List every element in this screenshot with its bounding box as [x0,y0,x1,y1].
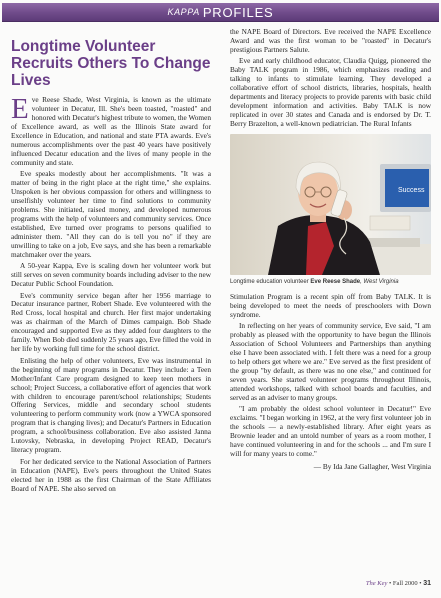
article-paragraph: the NAPE Board of Directors. Eve received the NAPE Excellence Award and was the first woman to be "roasted" in Decatur's prestigious Partners Salute. [230,27,431,54]
article-paragraph [11,93,211,168]
article-paragraph: For her dedicated service to the National Association of Partners in Education (NAPE), Eve's peers throughout the United States elected her in 1988 as the first Chairman of the State Affiliates Board of NAPE. She also served on [11,456,211,493]
article-paragraph: Enlisting the help of other volunteers, Eve was instrumental in the beginning of many programs in Decatur. They include: a Teen Mother/Infant Care program designed to keep teen mothers in school; Project Success, a collaborative effort of agencies that work with children to encourage parent/school relationships; Students Offering Services, middle and secondary school students volunteering to perform community work (now a YWCA sponsored program that is changing lives); and Decatur's Partners in Education program, a school/business collaboration. Eve also assisted Janna Lutovsky, Nebraska, in developing Project READ, Decatur's literacy program. [11,355,211,455]
article-paragraph: "I am probably the oldest school volunteer in Decatur!" Eve exclaims. "I began working in 1962, at the very first volunteer job in the schools — a newly-established library. After eight years as Brownie leader and an untold number of years as a room mother, I have continued volunteering in and for the schools ... and I'm sure I will for many years to come." [230,404,431,459]
papers [370,216,410,230]
caption-name: Eve Reese Shade [310,278,361,285]
page-number: 31 [423,580,431,587]
article-paragraph: Eve's community service began after her 1956 marriage to Decatur insurance partner, Robert Shade. Eve volunteered with the Red Cross, local hospital and church. Her first major undertaking was as chairman of the March of Dimes campaign. Bob Shade encouraged and supported Eve as they added four daughters to the family. When Bob died suddenly 25 years ago, Eve filled the void in her life by working full time for the school district. [11,290,212,354]
right-column [230,28,431,471]
article-paragraph: In reflecting on her years of community service, Eve said, "I am probably as pleased with the opportunity to have begun the Illinois Association of School Volunteers and Partnerships than anything else I have been associated with. I felt there was a need for a group to help others get where we are." Eve served as the first president of the group "by default, as there was no one else," and continued for seven years. She started volunteer programs throughout Illinois, attended workshops, talked with school boards and faculties, and served as an adviser to many groups. [230,321,431,402]
article-paragraph: Eve and early childhood educator, Claudia Quigg, pioneered the Baby TALK program in 1986, which emphasizes reading and talking to infants to stimulate learning. They developed a collaborative effort of school districts, libraries, hospitals, health departments and literacy projects to provide parents with basic child development information and activities. Baby TALK is now replicated in over 30 states and Canada and is endorsed by Dr. T. Berry Brazelton, a well-known pediatrician. The Rural Infants [230,56,431,129]
left-column [11,38,211,496]
article-paragraph: A 50-year Kappa, Eve is scaling down her volunteer work but still serves on seven community boards including adviser to the new Decatur Public School Foundation. [11,261,211,289]
footer-issue: • Fall 2000 • [387,580,424,587]
banner-kappa: KAPPA [167,7,200,17]
portrait-illustration [230,134,431,275]
paragraph-text: ve Reese Shade, West Virginia, is known as the ultimate volunteer in Decatur, Ill. She's been toasted, "roasted" and honored with Decatur's highest tribute to women, the Women of Excellence award, as well as the Illinois State award for Excellence in Education, and national and state PTA awards. Eve's numerous accomplishments over the past 40 years have positively influenced Decatur education and the lives of many people in the community and state. [11,95,211,167]
article-byline: — By Ida Jane Gallagher, West Virginia [313,462,431,472]
caption-prefix: Longtime education volunteer [230,278,311,285]
article-paragraph: Eve speaks modestly about her accomplishments. "It was a matter of being in the right place at the right time," she explains. Unspoken is her obvious compassion for others and willingness to unselfishly volunteer her time to find solutions to community problems. She initiated, raised money, and developed numerous programs with the help of volunteers and community services. Once established, Eve turned over programs to persons qualified to administer them. "All they can do is tell you no" if they are unwilling to take on a job, Eve says, and she has been a remarkable matchmaker over the years. [11,169,211,259]
photo-caption [230,278,431,286]
drop-cap: E [11,93,29,125]
portrait-photo [230,134,431,275]
article-paragraph: Stimulation Program is a recent spin off from Baby TALK. It is being developed to meet the needs of preschoolers with Down syndrome. [230,291,431,319]
caption-suffix: , West Virginia [360,278,399,285]
page-footer [366,580,431,587]
section-banner [2,3,439,22]
article-headline: Longtime Volunteer Recruits Others To Change Lives [11,38,211,89]
monitor-screen-text: Success [398,186,425,194]
footer-publication: The Key [365,580,388,587]
banner-section-title: PROFILES [202,4,274,20]
